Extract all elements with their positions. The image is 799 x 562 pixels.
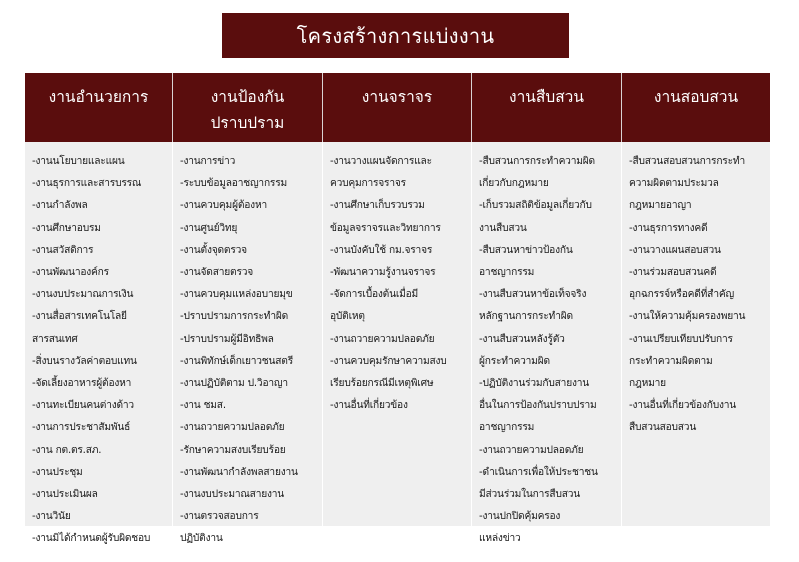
duty-line: ข้อมูลจราจรและวิทยาการ — [330, 222, 441, 234]
duty-line: มีส่วนร่วมในการสืบสวน — [479, 489, 581, 501]
column-header-traffic: งานจราจร — [323, 73, 472, 142]
duty-line: ผู้กระทำความผิด — [479, 355, 550, 367]
column-header-crime-prevention: งานป้องกัน ปราบปราม — [173, 73, 323, 142]
column-body-traffic — [323, 142, 472, 526]
duty-line: -งานงบประมาณการเงิน — [32, 289, 134, 301]
duty-line: -งานวินัย — [32, 511, 71, 523]
duty-line: -งานบังคับใช้ กม.จราจร — [330, 244, 433, 256]
column-header-administration: งานอำนวยการ — [25, 73, 173, 142]
duty-line: -งานควบคุมผู้ต้องหา — [180, 200, 267, 212]
duty-line: ปฏิบัติงาน — [180, 533, 223, 545]
duty-line: -ระบบข้อมูลอาชญากรรม — [180, 178, 287, 190]
duty-line: -สืบสวนการกระทำความผิด — [479, 156, 595, 167]
duty-line: กฎหมาย — [629, 378, 666, 390]
duty-line: -งานสืบสวนหาข้อเท็จจริง — [479, 289, 587, 301]
duty-line: -ดำเนินการเพื่อให้ประชาชน — [479, 466, 598, 478]
duty-line: -งานปฏิบัติตาม ป.วิอาญา — [180, 378, 288, 390]
duty-line: -งานสื่อสารเทคโนโลยี — [32, 311, 127, 323]
duty-line: -งานนโยบายและแผน — [32, 156, 125, 167]
division-table — [25, 73, 770, 545]
duty-line: -สิ่งบนรางวัลค่าตอบแทน — [32, 355, 137, 367]
duty-line: -งานถวายความปลอดภัย — [180, 422, 285, 434]
duty-line: ความผิดตามประมวล — [629, 178, 719, 190]
column-body-inquiry — [622, 142, 770, 526]
duty-line: -ปฏิบัติงานร่วมกับสายงาน — [479, 378, 590, 390]
duty-line: แหล่งข่าว — [479, 533, 521, 545]
duty-line: -งานธุรการทางคดี — [629, 222, 708, 234]
duty-line: สืบสวนสอบสวน — [629, 422, 697, 434]
duty-line: -งานเปรียบเทียบปรับการ — [629, 333, 733, 345]
duty-line: อาชญากรรม — [479, 422, 535, 434]
duty-line: -งานตรวจสอบการ — [180, 511, 259, 523]
duty-line: -งานร่วมสอบสวนคดี — [629, 267, 717, 279]
page-title: โครงสร้างการแบ่งงาน — [222, 13, 569, 58]
column-body-administration — [25, 142, 173, 545]
duty-line: -ปราบปรามการกระทำผิด — [180, 311, 289, 323]
body-row — [25, 142, 770, 545]
duty-line: เกี่ยวกับกฎหมาย — [479, 178, 549, 190]
duty-line: -งานพัฒนาองค์กร — [32, 267, 109, 279]
duty-line: -จัดการเบื้องต้นเมื่อมี — [330, 289, 419, 301]
duty-line: -งานการประชาสัมพันธ์ — [32, 422, 131, 434]
duty-line: -งานสวัสดิการ — [32, 244, 94, 256]
column-body-crime-prevention — [173, 142, 323, 545]
duty-line: -จัดเลี้ยงอาหารผู้ต้องหา — [32, 378, 132, 390]
duty-line: เรียบร้อยกรณีมีเหตุพิเศษ — [330, 378, 434, 390]
duty-line: -งานปกปิดคุ้มครอง — [479, 511, 561, 523]
duty-line: สารสนเทศ — [32, 333, 78, 345]
duty-line: อุกฉกรรจ์หรือคดีที่สำคัญ — [629, 289, 734, 301]
duty-line: กระทำความผิดตาม — [629, 355, 713, 367]
duty-line: -งานตั้งจุดตรวจ — [180, 244, 247, 256]
duty-line: -งานการข่าว — [180, 156, 236, 167]
column-header-inquiry: งานสอบสวน — [653, 88, 739, 106]
duty-line: -งานถวายความปลอดภัย — [330, 333, 435, 345]
duty-line: -งานวางแผนสอบสวน — [629, 244, 721, 256]
duty-line: อื่นในการป้องกันปราบปราม — [479, 400, 597, 412]
duty-line: -งานพัฒนากำลังพลสายงาน — [180, 466, 298, 478]
duty-line: -งาน ชมส. — [180, 400, 226, 412]
duty-line: -งานให้ความคุ้มครองพยาน — [629, 311, 746, 323]
duty-line: -งานควบคุมแหล่งอบายมุข — [180, 289, 293, 301]
duty-line: งานสืบสวน — [479, 222, 527, 234]
duty-line: -งาน กต.ตร.สภ. — [32, 444, 102, 456]
duty-line: -งานสืบสวนหลังรู้ตัว — [479, 333, 565, 345]
duty-line: -สืบสวนหาข่าวป้องกัน — [479, 244, 573, 256]
duty-line: -งานประเมินผล — [32, 489, 98, 501]
duty-line: -งานวางแผนจัดการและ — [330, 156, 432, 167]
duty-line: -ปราบปรามผู้มีอิทธิพล — [180, 333, 274, 345]
duty-line: -งานศูนย์วิทยุ — [180, 222, 238, 234]
duty-line: กฎหมายอาญา — [629, 200, 692, 212]
duty-line: -งานพิทักษ์เด็กเยาวชนสตรี — [180, 355, 293, 367]
duty-line: -งานอื่นที่เกี่ยวข้องกับงาน — [629, 400, 737, 412]
duty-line: -งานควบคุมรักษาความสงบ — [330, 355, 447, 367]
duty-line: -งานศึกษาเก็บรวบรวม — [330, 200, 425, 212]
duty-line: -งานงบประมาณสายงาน — [180, 489, 285, 501]
column-body-investigation — [472, 142, 622, 545]
duty-line: -งานศึกษาอบรม — [32, 222, 101, 234]
duty-line: -รักษาความสงบเรียบร้อย — [180, 444, 286, 456]
duty-line: -งานทะเบียนคนต่างด้าว — [32, 400, 134, 412]
duty-line: อุบัติเหตุ — [330, 311, 365, 323]
header-row — [25, 73, 770, 142]
duty-line: -งานอื่นที่เกี่ยวข้อง — [330, 400, 408, 412]
duty-line: ควบคุมการจราจร — [330, 178, 406, 190]
column-header-investigation: งานสืบสวน — [472, 73, 622, 142]
duty-line: -งานถวายความปลอดภัย — [479, 444, 584, 456]
duty-line: -งานจัดสายตรวจ — [180, 267, 254, 279]
duty-line: -งานกำลังพล — [32, 200, 88, 212]
duty-line: หลักฐานการกระทำผิด — [479, 311, 573, 323]
duty-line: -เก็บรวมสถิติข้อมูลเกี่ยวกับ — [479, 200, 592, 212]
duty-line: -งานธุรการและสารบรรณ — [32, 178, 142, 190]
duty-line: -สืบสวนสอบสวนการกระทำ — [629, 156, 746, 167]
duty-line: -งานประชุม — [32, 466, 83, 478]
duty-line: -พัฒนาความรู้งานจราจร — [330, 267, 436, 279]
duty-line: อาชญากรรม — [479, 267, 535, 279]
duty-line: -งานมิได้กำหนดผู้รับผิดชอบ — [32, 533, 151, 545]
